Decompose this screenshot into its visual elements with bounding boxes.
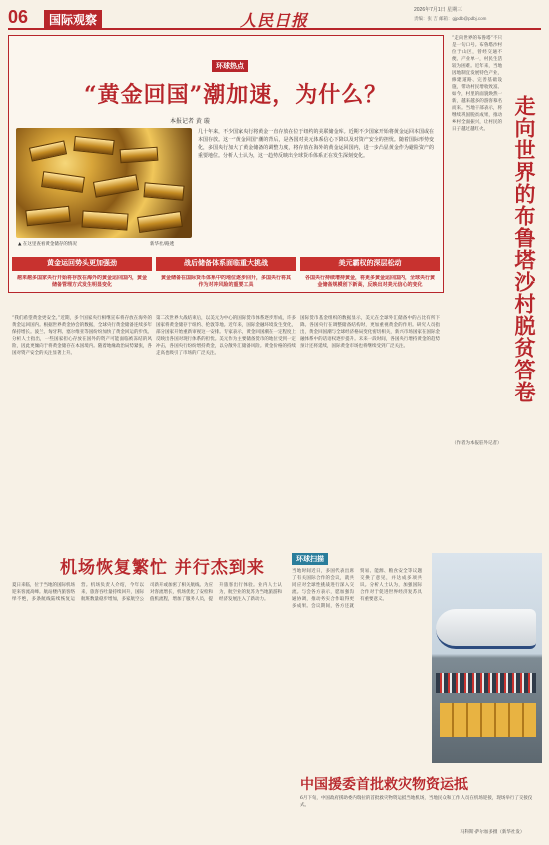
- story-two-body: 夏日来临，位于当地的国际机场迎来客流高峰。航站楼内旅客络绎不绝，多条航线陆续恢复运营。机场负责人介绍，今年以来，旅客吞吐量持续回升，国际航班数量稳步增加，多家航空公司新开或加密了相关航线。为应对客流增长，机场优化了安检和值机流程，增加了服务人员，提升旅客出行体验。业内人士认为，航空业的复苏为当地旅游和经济发展注入了新动力。: [12, 583, 282, 602]
- gold-bar-shape: [93, 174, 139, 197]
- sub-column-body: “我们希望黄金更安全。”近期，多个国家央行相继宣布将存放在海外的黄金运回国内。根据世界黄金协会的数据，全球央行黄金储备连续多年保持增长。波兰、匈牙利、塞尔维亚等国纷纷加快了黄金回运的步伐。分析人士指出，一些国家担心存放在国外的资产可能面临被冻结的风险，因此更倾向于将黄金储存在本国境内。随着地缘政治局势紧张，各国对资产安全的关注显著上升。: [12, 316, 152, 356]
- story-four-credit: 马科斯·萨尔加多摄（新华社发）: [460, 830, 525, 835]
- story-two-title: 机场恢复繁忙 并行杰到来: [60, 558, 265, 578]
- gold-bar-shape: [137, 211, 183, 233]
- cargo-boxes-shape: [440, 703, 536, 737]
- gold-bar-shape: [143, 182, 184, 200]
- cargo-plane-photo: [432, 553, 542, 763]
- photo-caption: ▲ 在这里查看黄金储存的情况: [18, 242, 77, 247]
- sub-column-deck: 越来越多国家央行开始将存放在海外的黄金运回国内，黄金储备管理方式发生明显变化: [16, 275, 147, 288]
- plane-fuselage-shape: [436, 609, 536, 649]
- sub-column-heading: 战后储备体系面临重大挑战: [156, 257, 296, 271]
- sub-column-heading: 黄金运回势头更加强劲: [12, 257, 152, 271]
- sidebar-body: “走向世界的布鲁塔”不只是一句口号。布鲁塔沙村位于山区，曾经交通不便、产业单一，村民生活较为困难。近年来，当地因地制宜发展特色产业，修建道路、完善基础设施，带动村民增收致富。如今，村里的面貌焕然一新，越来越多的游客慕名而来。当地干部表示，将继续巩固脱贫成果，推动乡村全面振兴，让村民的日子越过越红火。: [452, 36, 502, 132]
- main-story-lead: 几十年来，不少国家央行将黄金一直存放在位于纽约的美联储金库。近期不少国家开始将黄金运回本国或在本国存放。这一“黄金回国”潮的背后，是各国对美元体系信心下降以及对资产安全的担忧。随着国际形势变化，多国央行加大了黄金储备的调整力度，将存放在海外的黄金运回国内，进一步凸显黄金作为避险资产的重要地位。分析人士认为，这一趋势反映出全球货币体系正在发生深刻变化。: [198, 129, 434, 159]
- sub-column-body: 国际货币基金组织的数据显示，美元在全球外汇储备中的占比有所下降。各国央行在调整储备结构时，更加重视黄金的作用。研究人员指出，黄金回国潮与全球经济格局变化密切相关，新兴市场国家在国际金融体系中的话语权逐步提升。未来一段时间，各国央行增持黄金的趋势预计还将延续，国际黄金市场也将继续受到广泛关注。: [300, 316, 440, 349]
- sub-column-deck: 各国央行持续增持黄金，将更多黄金运回国内，全球央行黄金储备规模创下新高，反映出对美元信心的变化: [304, 275, 435, 288]
- gold-bars-photo: [16, 128, 192, 238]
- page-number: 06: [8, 7, 29, 27]
- sub-column-2: [156, 257, 296, 356]
- gold-bar-shape: [120, 147, 159, 164]
- sub-column-3: [300, 257, 440, 349]
- story-four-caption: 6月下旬，中国政府援助委内瑞拉的首批救灾物资运抵当地机场，当地民众和工作人员在机场迎接，现场举行了交接仪式。: [300, 796, 533, 808]
- masthead-logo: 人民日报: [240, 11, 309, 30]
- gold-bar-shape: [73, 136, 114, 155]
- sub-column-heading: 美元霸权的深层松动: [300, 257, 440, 271]
- issue-date: 2026年7月1日 星期三: [414, 7, 463, 13]
- main-story-title: “黄金回国”潮加速，为什么？: [84, 82, 388, 108]
- crowd-shape: [436, 673, 536, 693]
- photo-credit: 新华社/路透: [150, 242, 175, 247]
- main-story-tag: 环球热点: [212, 60, 248, 72]
- sub-column-deck: 黄金储备在国际货币体系中的地位逐步回升，多国央行将其作为对冲风险的重要工具: [160, 275, 291, 288]
- section-label: 国际观察: [44, 10, 102, 29]
- story-four-title: 中国援委首批救灾物资运抵: [300, 777, 468, 793]
- gold-bar-shape: [81, 210, 128, 230]
- sidebar-story: [452, 35, 542, 435]
- gold-bar-shape: [41, 171, 85, 193]
- gold-bar-shape: [25, 206, 70, 227]
- world-section-body: 当地时间近日，多国代表出席了有关国际合作的会议，就共同应对全球性挑战进行深入交流。与会各方表示，愿加强沟通协调，推动务实合作取得更多成果。会议期间，各方还就贸易、能源、粮食安全等议题交换了意见，并达成多项共识。分析人士认为，加强国际合作对于促进世界经济复苏具有重要意义。: [292, 569, 422, 609]
- sidebar-author: （作者为本报驻外记者）: [452, 441, 502, 446]
- sub-column-body: 第二次世界大战结束后，以美元为中心的国际货币体系逐步形成，许多国家将黄金储存于纽约、伦敦等地。近年来，国际金融环境发生变化，部分国家开始重新审视这一安排。专家表示，黄金回国潮在一定程度上反映出各国对现行体系的担忧。美元作为主要储备货币的地位受到一定冲击，各国央行纷纷增持黄金，以分散外汇储备风险。黄金价格的持续走高也吸引了市场的广泛关注。: [156, 316, 296, 356]
- gold-bar-shape: [29, 140, 67, 161]
- page-header: [8, 6, 541, 30]
- sidebar-title: 走向世界的布鲁塔沙村脱贫答卷: [512, 95, 537, 403]
- editor-line: 责编：张 吉 邮箱：gjpdb@pdbj.com: [414, 16, 487, 21]
- sub-column-1: [12, 257, 152, 356]
- main-story-byline: 本报记者 黄 璇: [170, 118, 210, 125]
- world-section-tag: 环球扫描: [292, 553, 328, 565]
